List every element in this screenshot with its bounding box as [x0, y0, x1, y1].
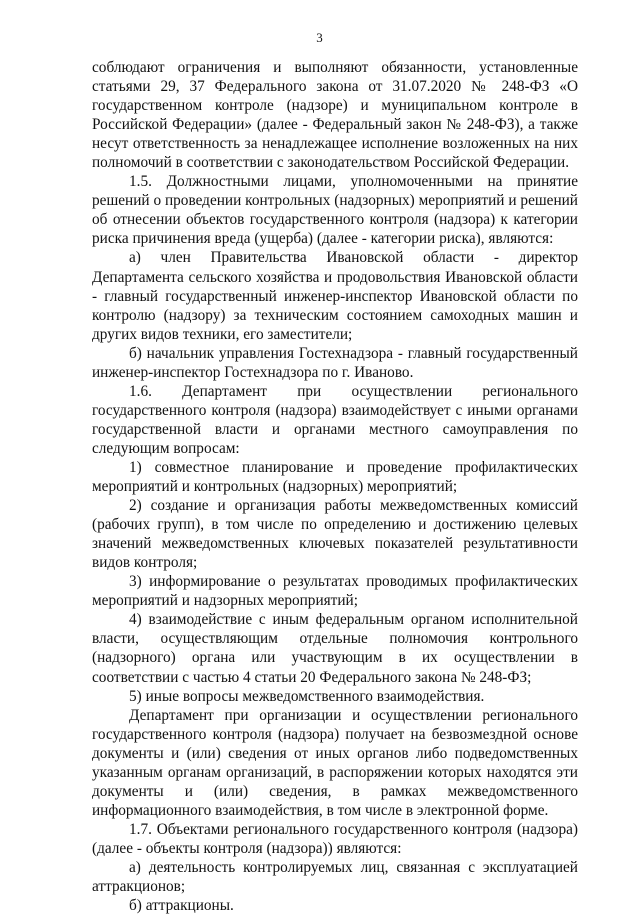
- paragraph-1-7: 1.7. Объектами регионального государственного контроля (надзора) (далее - объекты контроля (надзора)) являются:: [92, 820, 578, 857]
- paragraph-item-b-objects: б) аттракционы.: [129, 897, 234, 915]
- paragraph-item-a-officials: а) член Правительства Ивановской области - директор Департамента сельского хозяйства и продовольствия Ивановской области - главный государственный инженер-инспектор Ивановской области по контролю (надзору) за техническим состоянием самоходных машин и других видов техники, его заместители;: [92, 249, 578, 343]
- paragraph-item-5: 5) иные вопросы межведомственного взаимодействия.: [129, 687, 485, 705]
- paragraph-item-1: 1) совместное планирование и проведение профилактических мероприятий и контрольных (надзорных) мероприятий;: [92, 458, 578, 496]
- paragraph-item-4: 4) взаимодействие с иным федеральным органом исполнительной власти, осуществляющим отдельные полномочия контрольного (надзорного) органа или участвующим в их осуществлении в соответствии с частью 4 статьи 20 Федерального закона № 248-ФЗ;: [92, 611, 578, 686]
- paragraph-item-3: 3) информирование о результатах проводимых профилактических мероприятий и надзорных мероприятий;: [92, 573, 578, 610]
- paragraph-item-b-officials: б) начальник управления Гостехнадзора - главный государственный инженер-инспектор Гостехнадзора по г. Иваново.: [92, 344, 578, 381]
- paragraph-1-5: 1.5. Должностными лицами, уполномоченными на принятие решений о проведении контрольных (надзорных) мероприятий и решений об отнесении объектов государственного контроля (надзора) к категории риска причинения вреда (ущерба) (далее - категории риска), являются:: [92, 173, 578, 248]
- page-number: 3: [316, 30, 323, 45]
- paragraph-item-2: 2) создание и организация работы межведомственных комиссий (рабочих групп), в том числе по определению и достижению целевых значений межведомственных ключевых показателей результативности видов контроля;: [92, 497, 578, 572]
- paragraph-item-a-objects: а) деятельность контролируемых лиц, связанная с эксплуатацией аттракционов;: [92, 858, 578, 896]
- paragraph-1-6: 1.6. Департамент при осуществлении регионального государственного контроля (надзора) взаимодействует с иными органами государственной власти и органами местного самоуправления по следующим вопросам:: [92, 382, 578, 457]
- document-body: [92, 58, 578, 915]
- paragraph-continuation: соблюдают ограничения и выполняют обязанности, установленные статьями 29, 37 Федерального закона от 31.07.2020 № 248-ФЗ «О государственном контроле (надзоре) и муниципальном контроле в Российской Федерации» (далее - Федеральный закон № 248-ФЗ), а также несут ответственность за ненадлежащее исполнение возложенных на них полномочий в соответствии с законодательством Российской Федерации.: [92, 59, 578, 172]
- paragraph-department-interaction: Департамент при организации и осуществлении регионального государственного контроля (надзора) получает на безвозмездной основе документы и (или) сведения от иных органов либо подведомственных указанным органам организаций, в распоряжении которых находятся эти документы и (или) сведения, в рамках межведомственного информационного взаимодействия, в том числе в электронной форме.: [92, 706, 578, 819]
